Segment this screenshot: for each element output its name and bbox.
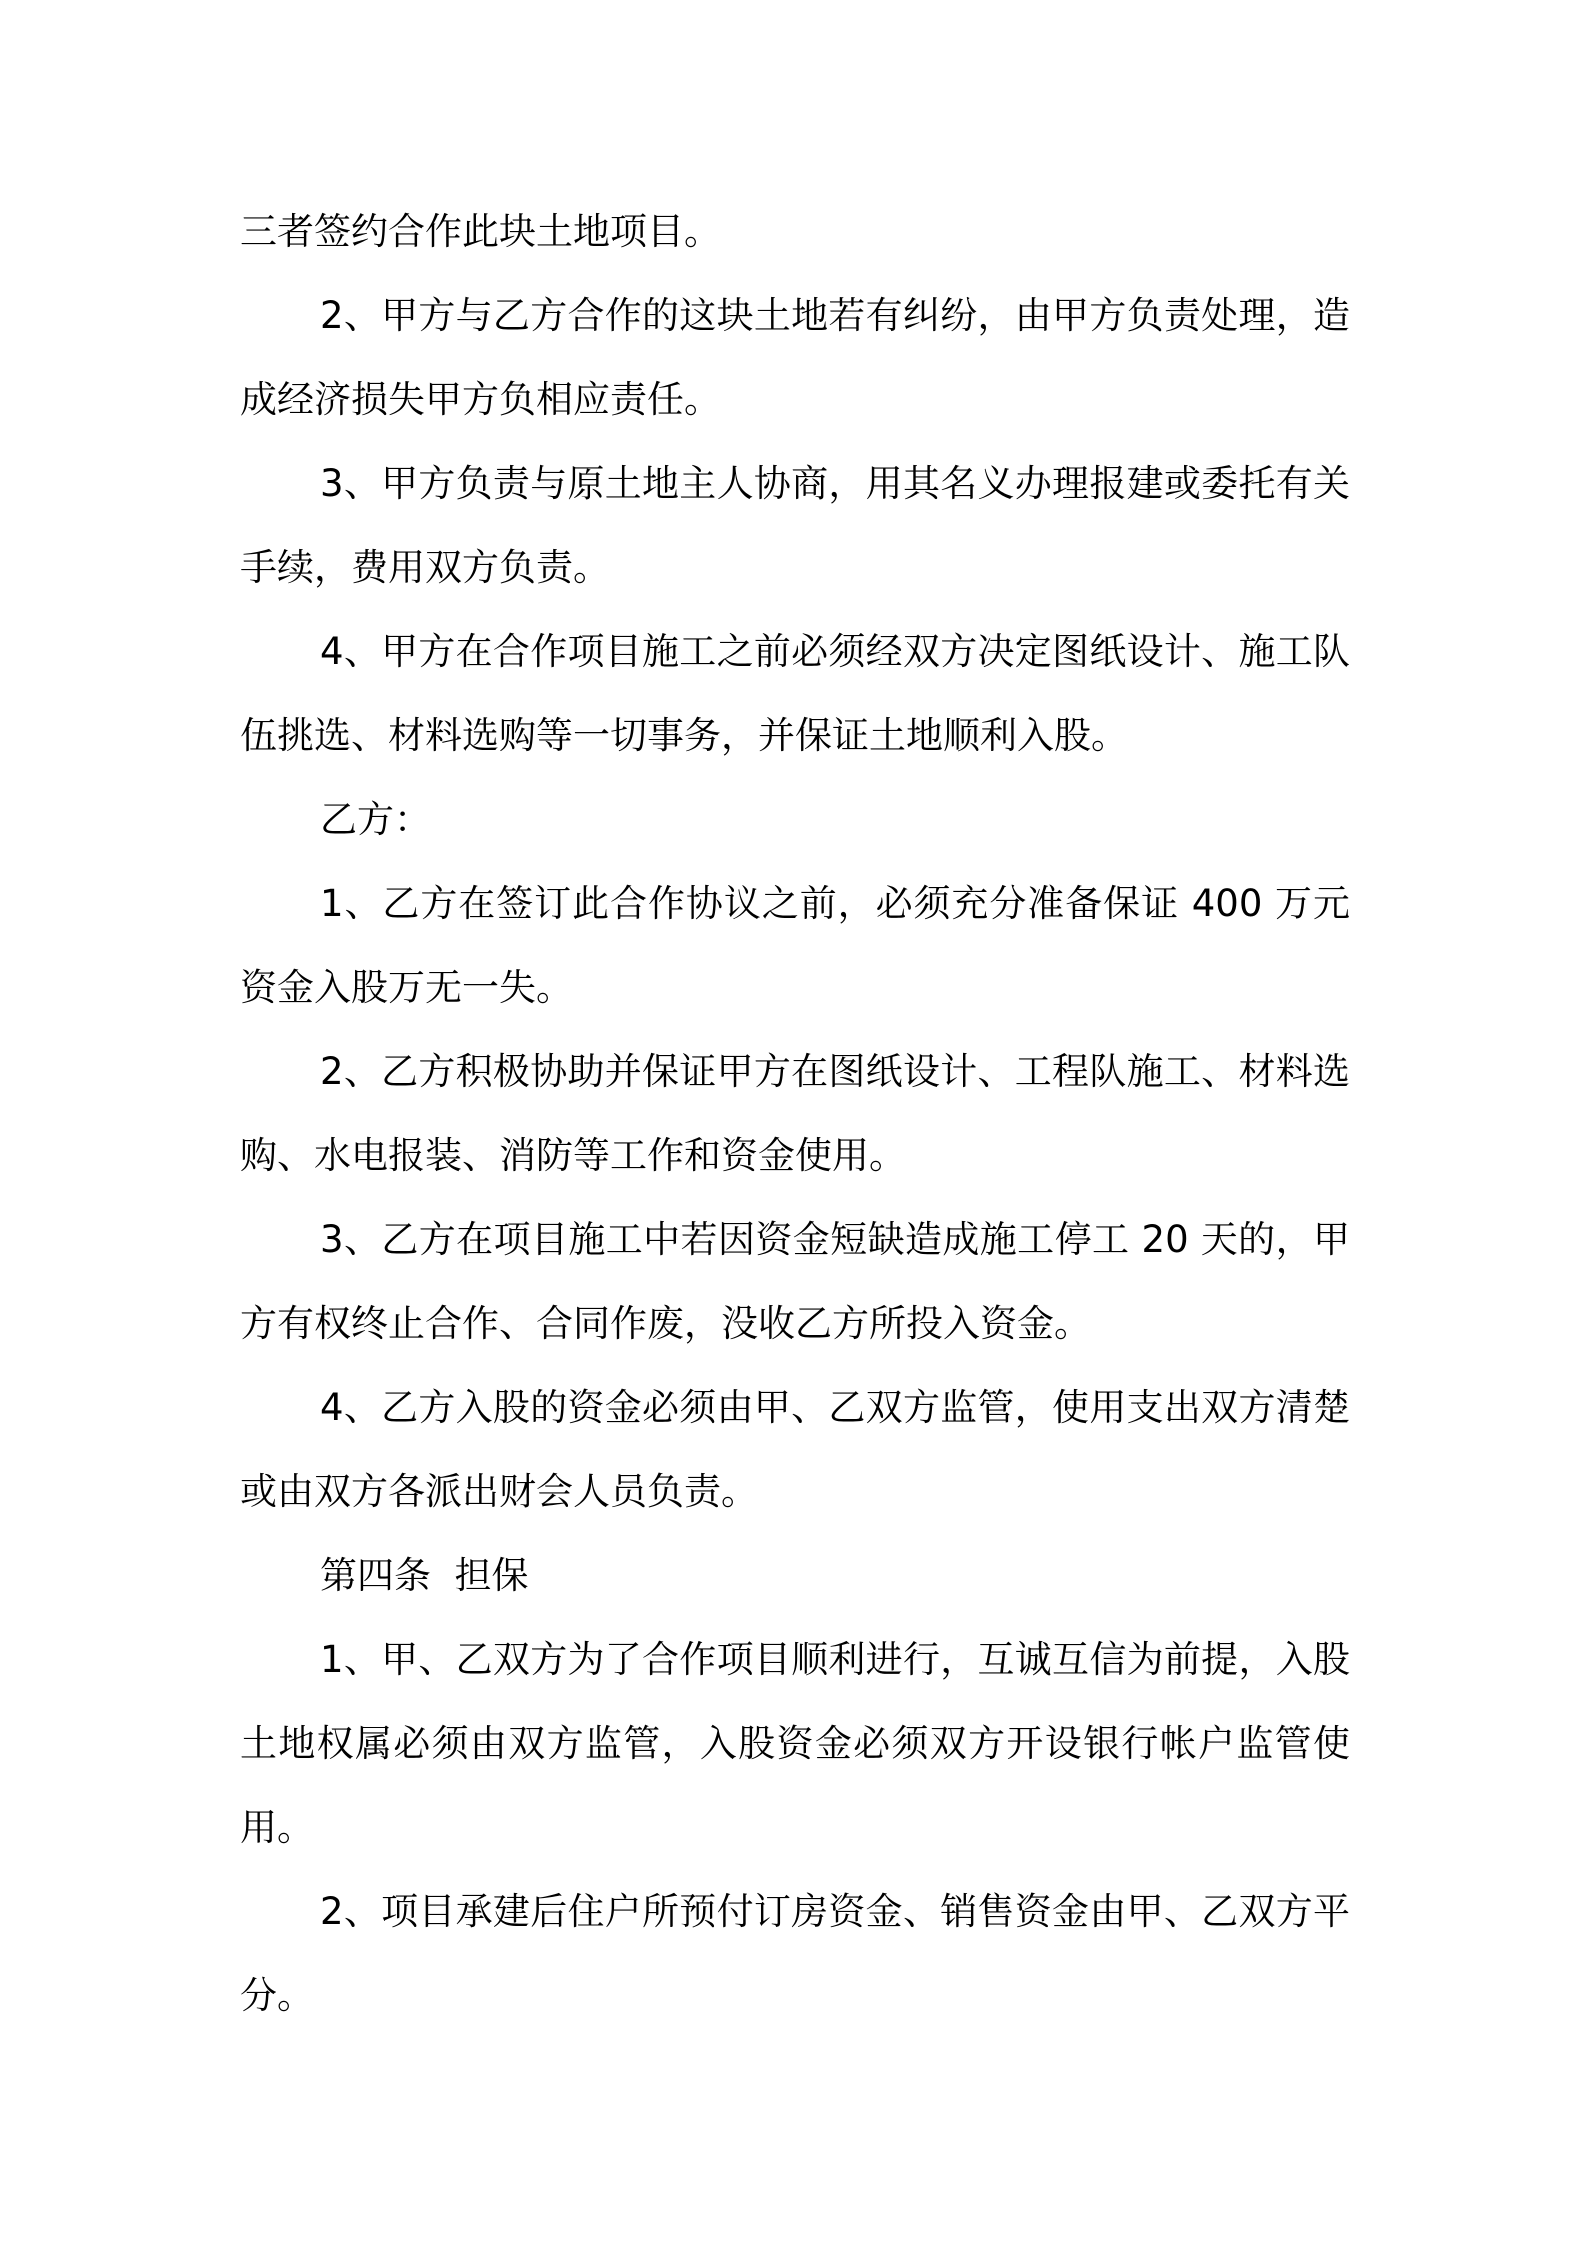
paragraph-guarantee-clause-2: 2、项目承建后住户所预付订房资金、销售资金由甲、乙双方平分。 [240, 1890, 1350, 2017]
paragraph-guarantee-clause-1: 1、甲、乙双方为了合作项目顺利进行，互诚互信为前提，入股土地权属必须由双方监管，入股资金必须双方开设银行帐户监管使用。 [240, 1638, 1350, 1849]
paragraph-party-a-clause-4: 4、甲方在合作项目施工之前必须经双方决定图纸设计、施工队伍挑选、材料选购等一切事务，并保证土地顺利入股。 [240, 630, 1350, 757]
document-body [240, 190, 1350, 2038]
section-heading-article-4: 第四条 担保 [320, 1554, 529, 1597]
paragraph-party-a-clause-3: 3、甲方负责与原土地主人协商，用其名义办理报建或委托有关手续，费用双方负责。 [240, 462, 1350, 589]
paragraph-party-a-clause-2: 2、甲方与乙方合作的这块土地若有纠纷，由甲方负责处理，造成经济损失甲方负相应责任。 [240, 294, 1350, 421]
section-heading-party-b: 乙方： [320, 798, 431, 841]
paragraph-continuation: 三者签约合作此块土地项目。 [240, 210, 721, 253]
paragraph-party-b-clause-3: 3、乙方在项目施工中若因资金短缺造成施工停工 20 天的，甲方有权终止合作、合同作废，没收乙方所投入资金。 [240, 1218, 1350, 1345]
paragraph-party-b-clause-1: 1、乙方在签订此合作协议之前，必须充分准备保证 400 万元资金入股万无一失。 [240, 882, 1350, 1009]
paragraph-party-b-clause-4: 4、乙方入股的资金必须由甲、乙双方监管，使用支出双方清楚或由双方各派出财会人员负责。 [240, 1386, 1350, 1513]
paragraph-party-b-clause-2: 2、乙方积极协助并保证甲方在图纸设计、工程队施工、材料选购、水电报装、消防等工作和资金使用。 [240, 1050, 1350, 1177]
